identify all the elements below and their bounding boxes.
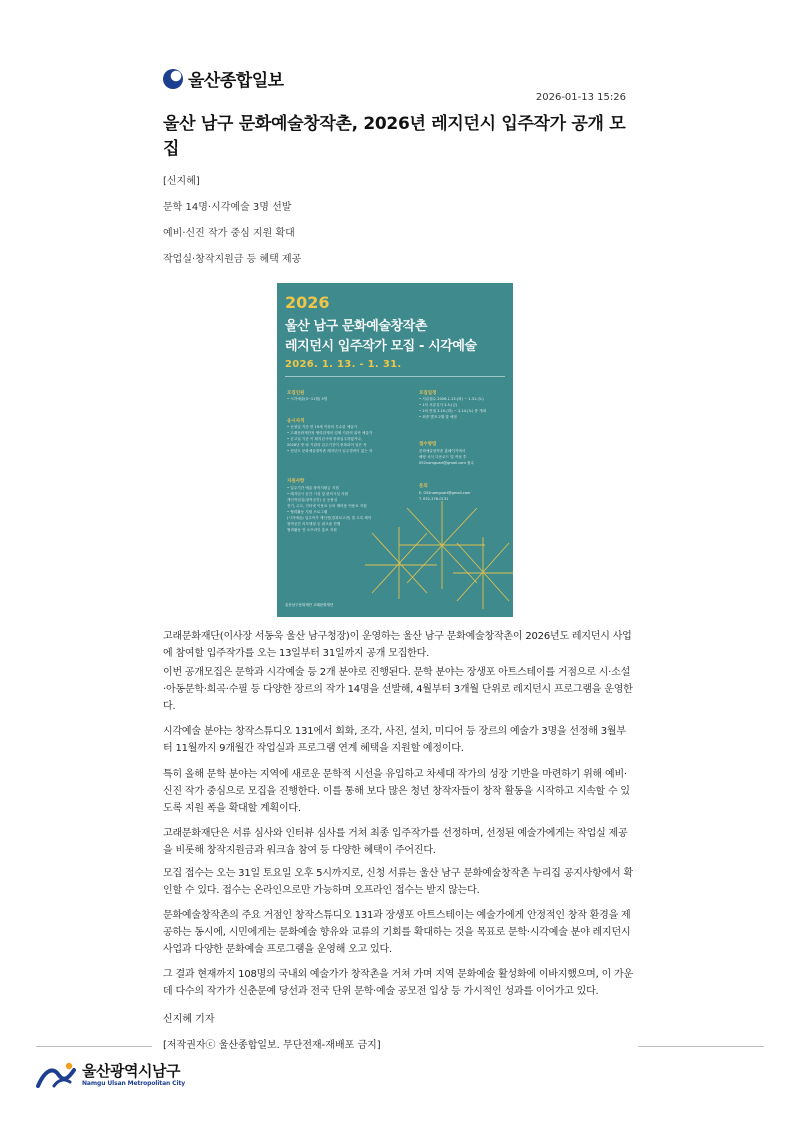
logo-mark-icon: [163, 69, 183, 89]
poster-title-line: 울산 남구 문화예술창작촌: [285, 319, 427, 334]
poster-sparkle-graphic: [277, 283, 513, 617]
footer-divider: [638, 1046, 764, 1047]
poster-section-line: 2026년 중 타 기관과 입주기간이 중복되어 일은 자: [287, 443, 367, 447]
poster-year: 2026: [285, 293, 330, 312]
poster-org-logo: 울산남구문화재단: [285, 603, 313, 607]
poster-section-line: • 1차 서류심사 2.5.(금): [419, 403, 458, 407]
poster-section-line: • 현년도 문화예술창작촌 레지던시 입주경력이 없는 자: [287, 449, 373, 453]
namgu-emblem-icon: [36, 1060, 76, 1090]
article-title: 울산 남구 문화예술창작촌, 2026년 레지던시 입주작가 공개 모집: [163, 114, 626, 159]
article-paragraph: 고래문화재단(이사장 서동욱 울산 남구청장)이 운영하는 울산 남구 문화예술창작촌이 2026년도 레지던시 사업에 참여할 입주작가를 오는 13일부터 31일까지 공개 모집한다.: [163, 631, 632, 659]
logo-text: 울산종합일보: [188, 71, 284, 91]
subhead: 문학 14명·시각예술 3명 선발: [163, 202, 292, 213]
footer-divider: [36, 1046, 152, 1047]
copyright-notice: [저작권자ⓒ 울산종합일보. 무단전재-재배포 금지]: [163, 1040, 381, 1051]
poster-section-line: • 공고일 기준 이 레지던시에 중복입주하였거나,: [287, 437, 362, 441]
poster-section-line: (시각예술) 입주작가 개인전(결과보고전) 및 도록 제작: [287, 516, 372, 520]
poster-section-line: 052namguart@gmail.com 접수: [419, 461, 474, 465]
poster-section-line: • 시각예술(3~11월) 3명: [287, 397, 328, 401]
article-paragraph: 시각예술 분야는 창작스튜디오 131에서 회화, 조각, 사진, 설치, 미디어 등 장르의 예술가 3명을 선정해 3월부터 11월까지 9개월간 작업실과 프로그램 연계 혜택을 지원할 예정이다.: [163, 726, 626, 754]
subhead: 작업실·창작지원금 등 혜택 제공: [163, 254, 302, 265]
article-paragraph: 이번 공개모집은 문학과 시각예술 등 2개 분야로 진행된다. 문학 분야는 장생포 아트스테이를 거점으로 시·소설·아동문학·희곡·수필 등 다양한 장르의 작가 14명을 선발해, 4월부터 3개월 단위로 레지던시 프로그램을 운영한다.: [163, 667, 633, 712]
poster-section-heading: 문의: [419, 484, 428, 489]
article-paragraph: 특히 올해 문학 분야는 지역에 새로운 문학적 시선을 유입하고 차세대 작가의 성장 기반을 마련하기 위해 예비·신진 작가 중심으로 모집을 진행한다. 이를 통해 보다 많은 청년 창작자들이 창작 활동을 시작하고 지속할 수 있도록 지원 폭을 확대할 계획이다.: [163, 769, 630, 814]
poster-section-line: 문화예술창작촌 홈페이지에서: [419, 449, 466, 453]
poster-section-heading: 모집인원: [287, 391, 305, 396]
publish-datetime: 2026-01-13 15:26: [535, 92, 626, 103]
poster-section-line: 해당 서식 다운로드 및 작성 후: [419, 455, 467, 459]
poster-section-line: 개인작업실(창작공간) 등 공용실: [287, 498, 338, 502]
article-paragraph: 그 결과 현재까지 108명의 국내외 예술가가 창작촌을 거쳐 가며 지역 문화예술 활성화에 이바지했으며, 이 가운데 다수의 작가가 신춘문예 당선과 전국 단위 문학·예술 공모전 입상 등 가시적인 성과를 이어가고 있다.: [163, 969, 633, 997]
poster-section-line: 전기, 수도, 인터넷 이용료 등의 제비용 이용료 지원: [287, 504, 367, 508]
newspaper-logo[interactable]: [163, 66, 284, 91]
poster-section-line: • 2차 면접 2.10.(화) ~ 2.14.(토) 중 개최: [419, 409, 487, 413]
poster-section-line: • 고래문화재단과 협력관계의 업체 기관의 위탁 예술가: [287, 431, 373, 435]
article-paragraph: 모집 접수는 오는 31일 토요일 오후 5시까지로, 신청 서류는 울산 남구 문화예술창작촌 누리집 공지사항에서 확인할 수 있다. 접수는 온라인으로만 가능하며 오프라인 접수는 받지 않는다.: [163, 868, 633, 896]
poster-section-line: • 레지던시 공간 시설 및 편의시설 지원: [287, 492, 349, 496]
poster-section-line: • 서류접수 2026.1.13.(화) ~ 1.31.(토): [419, 397, 484, 401]
poster-section-line: 창작공간 리모델링 등 워크숍 진행: [287, 522, 341, 526]
namgu-logo-title: 울산광역시남구: [82, 1062, 180, 1080]
poster-title-line: 레지던시 입주작가 모집 - 시각예술: [285, 339, 477, 354]
subhead: 예비·신진 작가 중심 지원 확대: [163, 228, 295, 239]
article-paragraph: 고래문화재단은 서류 심사와 인터뷰 심사를 거쳐 최종 입주작가를 선정하며, 선정된 예술가에게는 작업실 제공을 비롯해 창작지원금과 워크숍 참여 등 다양한 혜택이 주어진다.: [163, 828, 628, 856]
poster-section-heading: 접수방법: [419, 442, 437, 447]
poster-section-line: E. 052namguart@gmail.com: [419, 491, 471, 495]
namgu-logo[interactable]: [36, 1060, 185, 1090]
poster-section-line: • 협력활동 지원 프로그램: [287, 510, 328, 514]
poster-section-line: • 신청일 기준 만 19세 이상의 우수한 예술가: [287, 425, 358, 429]
poster-section-line: • 최종 발표 2월 말 예정: [419, 415, 457, 419]
byline: 신지혜 기자: [163, 1014, 215, 1025]
article-paragraph: 문화예술창작촌의 주요 거점인 창작스튜디오 131과 장생포 아트스테이는 예술가에게 안정적인 창작 환경을 제공하는 동시에, 시민에게는 문화예술 향유와 교류의 기회를 확대하는 것을 목표로 문학·시각예술 분야 레지던시 사업과 다양한 문화예술 프로그램을 운영해 오고 있다.: [163, 910, 631, 955]
poster-section-line: 협력활동 전 오프라인 홍보 지원: [287, 528, 337, 532]
poster-section-heading: 모집일정: [419, 391, 437, 396]
poster-dates: 2026. 1. 13. - 1. 31.: [285, 359, 402, 370]
recruitment-poster: [277, 283, 513, 617]
poster-org-logo: 고래문화재단: [313, 603, 334, 607]
namgu-logo-subtitle: Namgu Ulsan Metropolitan City: [82, 1080, 186, 1087]
reporter-tag: [신지혜]: [163, 176, 200, 187]
poster-section-heading: 응시자격: [287, 419, 305, 424]
poster-section-heading: 지원사항: [287, 479, 305, 484]
poster-section-line: • 입주기간 예술 창작지원금 지원: [287, 486, 339, 490]
poster-section-line: T. 052-276-0131: [419, 497, 449, 501]
